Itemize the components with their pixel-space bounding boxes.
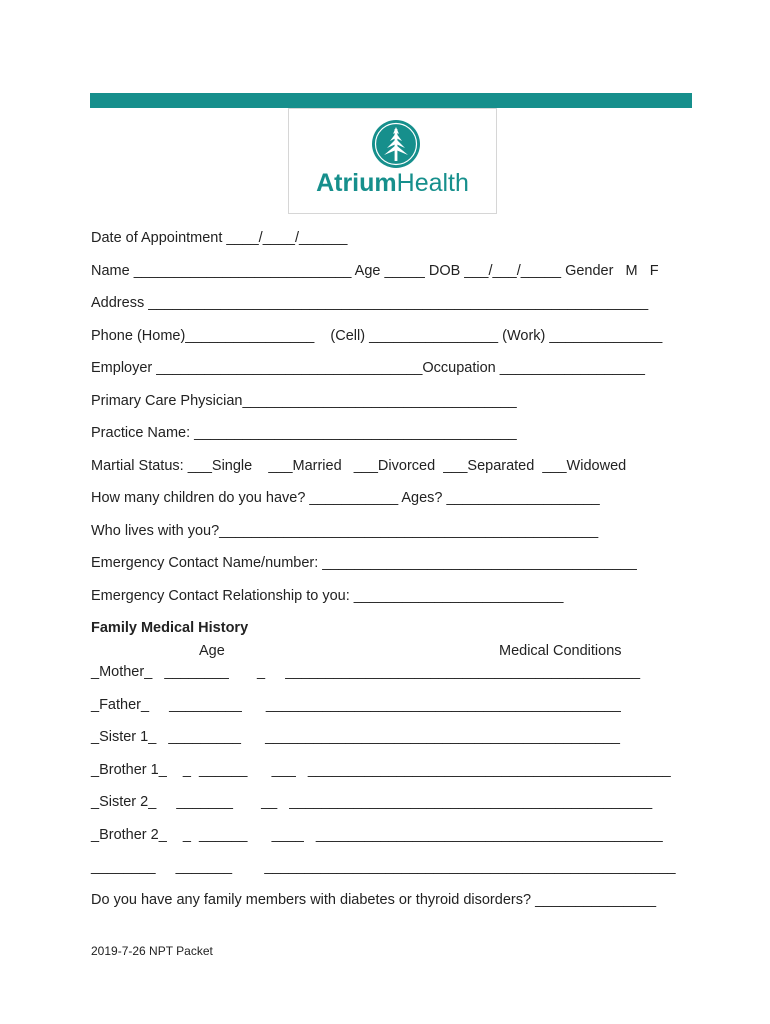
footer-packet-label: 2019-7-26 NPT Packet: [91, 944, 213, 958]
header-accent-bar: [90, 93, 692, 108]
logo-wordmark-bold: Atrium: [316, 169, 397, 197]
name-age-dob-gender-field[interactable]: Name ___________________________ Age _____ DOB ___/___/_____ Gender M F: [91, 263, 659, 279]
family-row-father[interactable]: _Father_ _________ ____________________________________________: [91, 697, 621, 713]
family-row-sister-2[interactable]: _Sister 2_ _______ __ _____________________________________________: [91, 794, 653, 810]
family-row-mother[interactable]: _Mother_ ________ _ ____________________________________________: [91, 664, 641, 680]
emergency-relationship-field[interactable]: Emergency Contact Relationship to you: __________________________: [91, 588, 564, 604]
family-history-heading: Family Medical History: [91, 620, 249, 636]
children-field[interactable]: How many children do you have? ___________ Ages? ___________________: [91, 490, 600, 506]
logo-wordmark: [289, 169, 496, 198]
emergency-contact-field[interactable]: Emergency Contact Name/number: _______________________________________: [91, 555, 637, 571]
family-row-brother-2[interactable]: _Brother 2_ _ ______ ____ ___________________________________________: [91, 827, 663, 843]
family-row-brother-1[interactable]: _Brother 1_ _ ______ ___ _____________________________________________: [91, 762, 671, 778]
phone-field[interactable]: Phone (Home)________________ (Cell) ________________ (Work) ______________: [91, 328, 663, 344]
appointment-date-field[interactable]: Date of Appointment ____/____/______: [91, 230, 348, 246]
lives-with-field[interactable]: Who lives with you?_______________________________________________: [91, 523, 599, 539]
marital-status-field[interactable]: Martial Status: ___Single ___Married ___Divorced ___Separated ___Widowed: [91, 458, 627, 474]
family-row-sister-1[interactable]: _Sister 1_ _________ ____________________________________________: [91, 729, 620, 745]
diabetes-thyroid-question[interactable]: Do you have any family members with diabetes or thyroid disorders? _______________: [91, 892, 657, 908]
age-column-header: Age: [199, 643, 225, 659]
conditions-column-header: Medical Conditions: [499, 643, 622, 659]
primary-care-physician-field[interactable]: Primary Care Physician__________________________________: [91, 393, 517, 409]
logo-wordmark-regular: Health: [396, 169, 469, 197]
practice-name-field[interactable]: Practice Name: ________________________________________: [91, 425, 517, 441]
address-field[interactable]: Address ______________________________________________________________: [91, 295, 649, 311]
employer-occupation-field[interactable]: Employer _________________________________Occupation __________________: [91, 360, 645, 376]
family-row-blank[interactable]: ________ _______ ___________________________________________________: [91, 859, 676, 875]
atrium-health-logo: [288, 108, 497, 214]
tree-leaf-icon: [371, 119, 421, 169]
